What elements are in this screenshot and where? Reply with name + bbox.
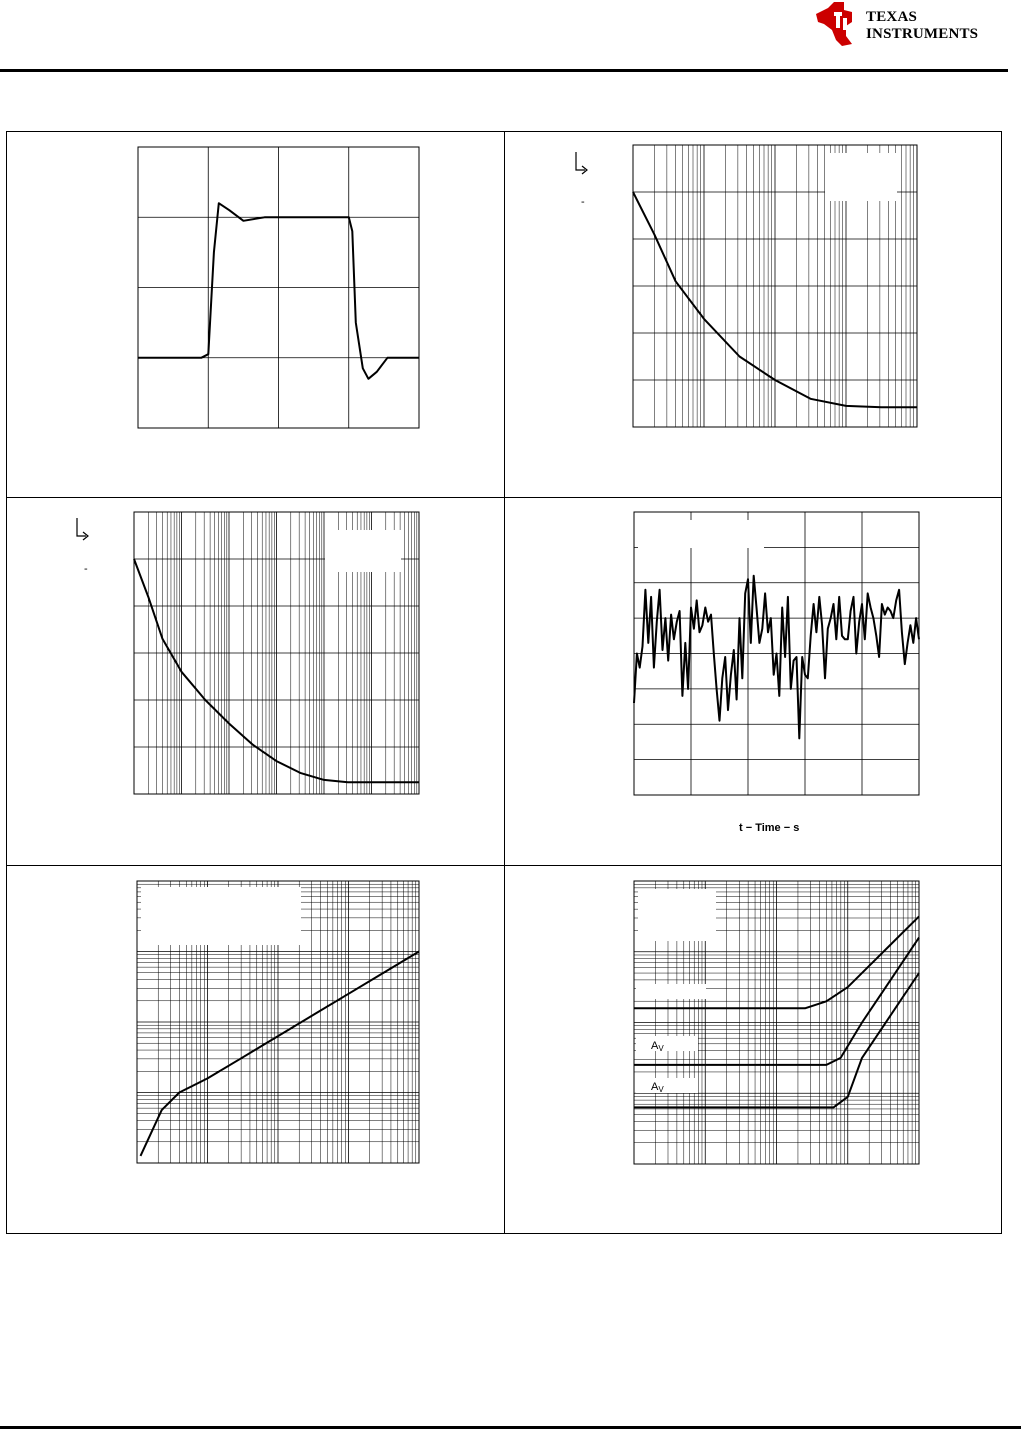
arrow-down-right-icon	[573, 150, 591, 176]
minus-glyph-middle-left: -	[84, 563, 88, 575]
x-axis-label-time: t − Time − s	[739, 822, 800, 834]
legend-box	[825, 153, 897, 201]
legend-box	[325, 530, 401, 572]
company-line-1: TEXAS	[866, 9, 918, 25]
gain-label-1-main: A	[651, 1040, 659, 1052]
chart-noise-vs-time	[634, 512, 919, 795]
legend-box	[638, 889, 716, 941]
chart-pulse-response	[138, 147, 419, 428]
minus-glyph-upper-right: -	[581, 196, 585, 208]
series-line-1	[634, 576, 919, 739]
legend-box	[636, 1078, 698, 1093]
footer-rule	[0, 1426, 1021, 1429]
chart-rising-log-log	[137, 881, 419, 1163]
series-line-1	[141, 952, 420, 1156]
legend-box	[636, 1036, 698, 1051]
ti-logo-wordmark	[866, 9, 978, 43]
chart-decay-middle-left	[134, 512, 419, 794]
gain-label-2-sub: V	[658, 1085, 664, 1094]
gain-label-1	[651, 1040, 664, 1053]
ti-logo	[814, 0, 1014, 50]
gain-label-1-sub: V	[658, 1044, 664, 1053]
figure-grid-divider-row1	[6, 497, 1002, 498]
legend-box	[638, 520, 764, 548]
gain-label-2-main: A	[651, 1081, 659, 1093]
chart-decay-upper-right	[633, 145, 917, 427]
chart-grid	[138, 147, 419, 428]
legend-box	[141, 887, 301, 945]
company-line-2: INSTRUMENTS	[866, 26, 979, 42]
header-rule	[0, 69, 1008, 72]
figure-grid-divider-vertical	[504, 131, 505, 1234]
chart-gain-family	[634, 881, 919, 1164]
ti-logo-mark-icon	[814, 0, 864, 50]
legend-box	[636, 984, 706, 999]
gain-label-2	[651, 1081, 664, 1094]
figure-grid-divider-row2	[6, 865, 1002, 866]
arrow-down-right-icon	[74, 516, 92, 542]
